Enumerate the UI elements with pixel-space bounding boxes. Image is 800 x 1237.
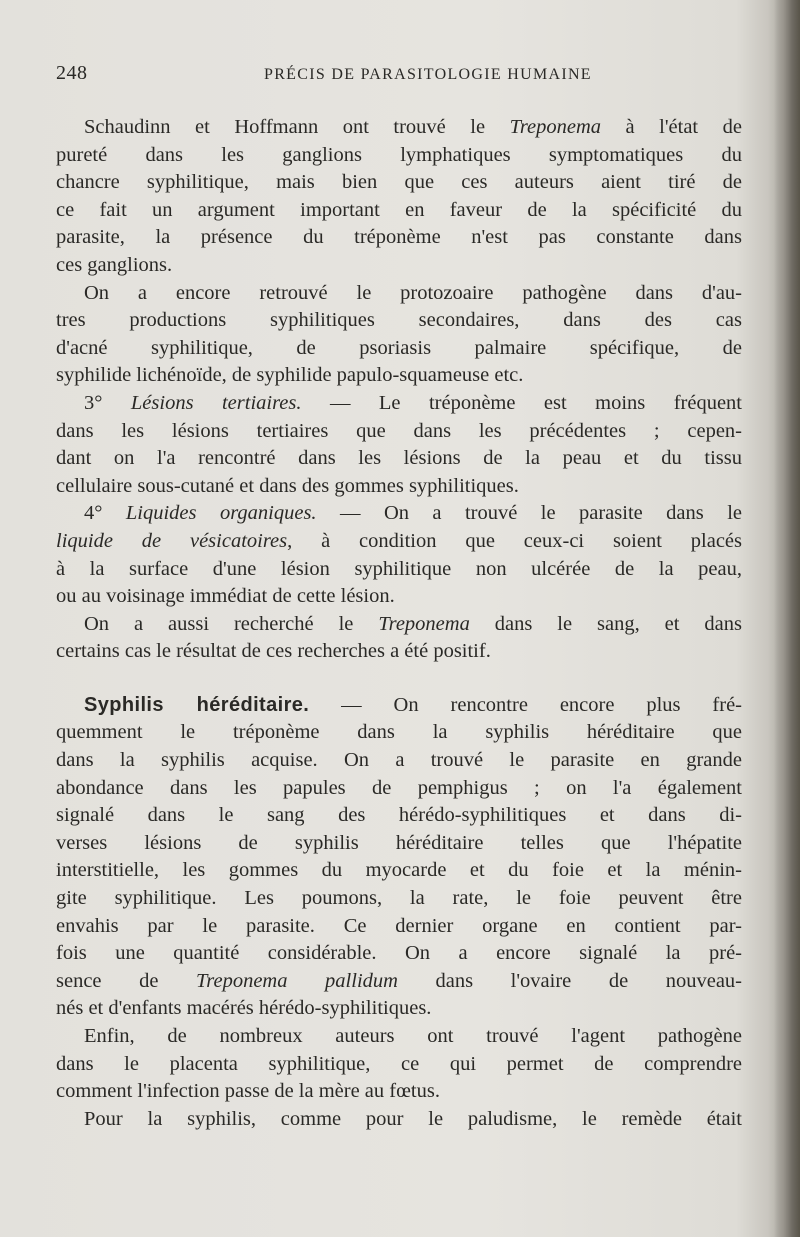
page-edge-shadow [774,0,800,1237]
text-line [56,307,742,335]
text-line [56,473,742,501]
text-line [56,857,742,885]
text-run: — On a trouvé le parasite dans le [316,502,742,525]
text-line [56,940,742,968]
text-line [56,747,742,775]
text-run: signalé dans le sang des hérédo-syphilitiques et dans di- [56,804,742,827]
text-run: syphilide lichénoïde, de syphilide papulo-squameuse etc. [56,364,524,387]
paragraph [56,280,742,390]
text-run: tres productions syphilitiques secondaires, dans des cas [56,309,742,332]
page-header [56,62,746,96]
text-line [56,968,742,996]
text-run: dans la syphilis acquise. On a trouvé le parasite en grande [56,749,742,772]
text-line [56,1078,742,1106]
text-run: — On rencontre encore plus fré- [309,693,742,716]
italic-text: Treponema [378,612,470,635]
text-run: dans l'ovaire de nouveau- [397,969,743,992]
text-run: dans les lésions tertiaires que dans les précédentes ; cepen- [56,419,742,442]
text-run: Pour la syphilis, comme pour le paludisme, le remède était [84,1107,742,1130]
text-run: On a encore retrouvé le protozoaire pathogène dans d'au- [84,281,742,304]
running-head: PRÉCIS DE PARASITOLOGIE HUMAINE [264,66,592,83]
text-run: — Le tréponème est moins fréquent [301,391,742,414]
italic-text: Treponema pallidum [196,969,398,992]
text-line [56,362,742,390]
text-run: parasite, la présence du tréponème n'est pas constante dans [56,226,742,249]
text-line [56,418,742,446]
text-line [56,445,742,473]
text-run: gite syphilitique. Les poumons, la rate, le foie peuvent être [56,887,742,910]
text-line [56,719,742,747]
text-run: sence de [56,969,196,992]
text-run: d'acné syphilitique, de psoriasis palmaire spécifique, de [56,336,742,359]
text-run: 4° [84,502,126,525]
text-run: Schaudinn et Hoffmann ont trouvé le [84,116,510,138]
text-line [56,197,742,225]
italic-text: liquide de vésicatoires [56,529,288,552]
text-line [56,583,742,611]
text-line [56,1051,742,1079]
text-line [56,556,742,584]
text-line [56,390,742,418]
text-line [56,1106,742,1134]
text-line [56,114,742,142]
text-line [56,335,742,363]
text-run: ces ganglions. [56,253,173,276]
paragraph [56,390,742,500]
text-run: à la surface d'une lésion syphilitique non ulcérée de la peau, [56,557,742,580]
text-run: abondance dans les papules de pemphigus ; on l'a également [56,776,742,799]
text-run: fois une quantité considérable. On a encore signalé la pré- [56,942,742,965]
text-run: envahis par le parasite. Ce dernier organe en contient par- [56,914,742,937]
text-line [56,1023,742,1051]
text-line [56,775,742,803]
text-line [56,224,742,252]
text-run: quemment le tréponème dans la syphilis héréditaire que [56,721,742,744]
page-number: 248 [56,62,88,84]
paragraph [56,692,742,1023]
text-run: interstitielle, les gommes du myocarde et du foie et la ménin- [56,859,742,882]
section-gap [56,666,742,692]
body-text [56,114,742,1133]
paragraph [56,1106,742,1134]
text-run: On a aussi recherché le [84,612,379,635]
text-line [56,802,742,830]
text-run: ce fait un argument important en faveur de la spécificité du [56,198,742,221]
text-line [56,169,742,197]
italic-text: Lésions tertiaires. [130,391,302,414]
text-line [56,913,742,941]
text-line [56,995,742,1023]
text-run: à l'état de [601,116,742,138]
text-run: verses lésions de syphilis héréditaire telles que l'hépatite [56,831,742,854]
text-line [56,638,742,666]
italic-text: Treponema [509,116,602,138]
text-run: nés et d'enfants macérés hérédo-syphilitiques. [56,997,432,1020]
text-run: certains cas le résultat de ces recherches a été positif. [56,640,491,663]
text-line [56,611,742,639]
text-run: , à condition que ceux-ci soient placés [287,529,742,552]
text-run: pureté dans les ganglions lymphatiques symptomatiques du [56,143,742,166]
italic-text: Liquides organiques. [125,502,317,525]
text-line [56,142,742,170]
text-run: Enfin, de nombreux auteurs ont trouvé l'agent pathogène [84,1025,742,1047]
text-line [56,252,742,280]
paragraph [56,114,742,280]
text-run: 3° [84,391,131,414]
text-line [56,692,742,720]
text-run: comment l'infection passe de la mère au fœtus. [56,1080,440,1103]
text-line [56,280,742,308]
text-line [56,528,742,556]
paragraph [56,500,742,610]
text-line [56,500,742,528]
text-run: chancre syphilitique, mais bien que ces auteurs aient tiré de [56,171,742,194]
paragraph [56,611,742,666]
text-line [56,885,742,913]
text-line [56,830,742,858]
text-run: dant on l'a rencontré dans les lésions de la peau et du tissu [56,447,742,470]
text-run: dans le sang, et dans [469,612,742,635]
paragraph [56,1023,742,1106]
text-run: cellulaire sous-cutané et dans des gommes syphilitiques. [56,474,519,497]
text-run: ou au voisinage immédiat de cette lésion. [56,585,395,608]
section-heading: Syphilis héréditaire. [84,693,310,716]
text-run: dans le placenta syphilitique, ce qui permet de comprendre [56,1052,742,1075]
